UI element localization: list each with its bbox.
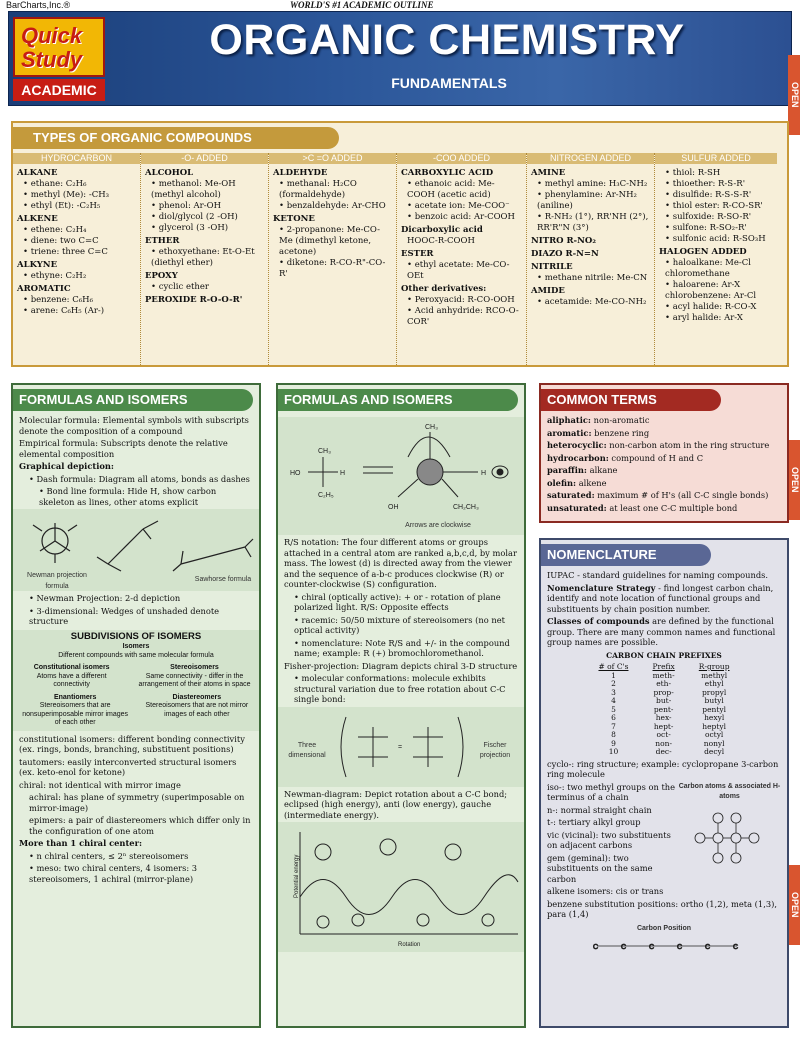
compound-example: • thioether: R-S-R': [665, 179, 746, 189]
svg-text:CH₃: CH₃: [318, 448, 331, 455]
svg-text:C₂H₅: C₂H₅: [318, 492, 334, 499]
svg-text:C: C: [733, 944, 739, 951]
table-header: Prefix: [652, 662, 675, 671]
molecular-formula-def: Molecular formula: Elemental symbols with subscripts denote the composition of a compound: [19, 415, 249, 436]
compound-example: • sulfonic acid: R-SO₃H: [665, 234, 766, 244]
term-item: hydrocarbon: compound of H and C: [547, 452, 704, 463]
rs-notation-figure: HO H CH₃ C₂H₅ CH₃ OH CH₂CH₃ H Arrows are clockwise: [278, 417, 524, 535]
compound-class: DIAZO R-N=N: [531, 249, 599, 259]
compound-example: • triene: three C=C: [23, 247, 108, 257]
table-header: R-group: [698, 662, 730, 671]
compound-example: • methanol: Me-OH (methyl alcohol): [151, 179, 236, 200]
compound-example: • ethyne: C₂H₂: [23, 271, 87, 281]
compound-example: • sulfoxide: R-SO-R': [665, 212, 752, 222]
type-column-header: >C =O ADDED: [269, 153, 396, 164]
types-title: TYPES OF ORGANIC COMPOUNDS: [13, 127, 339, 149]
compound-class: Other derivatives:: [401, 284, 487, 294]
compound-class: ALKYNE: [17, 260, 58, 270]
top-line: [0, 0, 800, 11]
empirical-formula-def: Empirical formula: Subscripts denote the relative elemental composition: [19, 438, 228, 459]
compound-example: • ethyl acetate: Me-CO-OEt: [407, 260, 510, 281]
compound-example: • ethanoic acid: Me-COOH (acetic acid): [407, 179, 495, 200]
compound-example: • methane nitrile: Me-CN: [537, 273, 648, 283]
svg-text:C: C: [621, 944, 627, 951]
svg-text:Rotation: Rotation: [398, 942, 421, 948]
type-column: [13, 153, 141, 365]
page-subtitle: FUNDAMENTALS: [391, 75, 507, 91]
type-column: [527, 153, 655, 365]
compound-example: HOOC-R-COOH: [407, 236, 475, 246]
carbon-atoms-figure: Carbon atoms & associated H-atoms: [678, 782, 781, 899]
compound-class: PEROXIDE R-O-O-R': [145, 295, 243, 305]
compound-class: NITRILE: [531, 262, 573, 272]
compound-class: EPOXY: [145, 271, 178, 281]
compound-example: • methyl amine: H₃C-NH₂: [537, 179, 648, 189]
tagline: WORLD'S #1 ACADEMIC OUTLINE: [290, 0, 434, 10]
nomenclature-title: NOMENCLATURE: [541, 544, 711, 566]
energy-diagram: [278, 822, 524, 952]
svg-text:C: C: [593, 944, 599, 951]
compound-example: • acetamide: Me-CO-NH₂: [537, 297, 647, 307]
compound-example: • methyl (Me): -CH₃: [23, 190, 110, 200]
compound-class: ALKENE: [17, 214, 58, 224]
type-column-header: NITROGEN ADDED: [527, 153, 654, 164]
compound-class: ALKANE: [17, 168, 58, 178]
open-tab: OPEN: [788, 55, 800, 135]
table-row: 4 but- butyl: [611, 696, 724, 705]
formulas-panel-middle: FORMULAS AND ISOMERS HO H CH₃ C₂H₅ CH₃ OH CH₂CH₃ H Arrows are clockwise R/S notation: The four different atoms or groups attached in a central atom are ranked a,b,c,d, by molar mass. The lowest (d) is directed away from the viewer and the sequence of a-b-c produces clockwise (R) or counter-clockwise (S) configuration. • chiral (optically active): + or - rotation of plane polarized light. R/S: Opposite effects • racemic: 50/50 mixture of stereoisomers (no net optical activity) • nomenclature: Note R/S and +/- in the compound name; example: R (+) bromochloromethanol. Fisher-projection: Diagram depicts chiral 3-D structure • molecular conformations: molecule exhibits structural variation due to free rotation about C-C single bond: = Three dimensional Fischer projection Newman-diagram: Depict rotation about a C-C bond; eclipsed (high energy), anti (low energy), gauche (intermediate energy). Potential energy Rotation: [276, 383, 526, 1028]
svg-text:CH₂CH₃: CH₂CH₃: [453, 504, 479, 511]
compound-example: • ethane: C₂H₆: [23, 179, 87, 189]
svg-text:C: C: [677, 944, 683, 951]
type-column-header: -COO ADDED: [397, 153, 526, 164]
table-row: 10 dec- decyl: [608, 747, 725, 756]
compound-class: ALDEHYDE: [273, 168, 328, 178]
header-banner: [8, 11, 792, 106]
compound-class: AROMATIC: [17, 284, 71, 294]
svg-text:=: =: [398, 743, 403, 751]
type-column-header: -O- ADDED: [141, 153, 268, 164]
compound-class: AMIDE: [531, 286, 565, 296]
compound-example: • haloalkane: Me-Cl chloromethane: [665, 258, 751, 279]
svg-text:OH: OH: [388, 504, 399, 511]
svg-text:CH₃: CH₃: [425, 424, 438, 431]
compound-example: • sulfone: R-SO₂-R': [665, 223, 747, 233]
compound-example: • acetate ion: Me-COO⁻: [407, 201, 510, 211]
fischer-figure: = Three dimensional Fischer projection: [278, 707, 524, 787]
compound-example: • haloarene: Ar-X chlorobenzene: Ar-Cl: [665, 280, 757, 301]
type-column-header: HYDROCARBON: [13, 153, 140, 164]
compound-example: • diol/glycol (2 -OH): [151, 212, 238, 222]
compound-example: • acyl halide: R-CO-X: [665, 302, 757, 312]
compound-class: NITRO R-NO₂: [531, 236, 596, 246]
compound-example: • phenol: Ar-OH: [151, 201, 221, 211]
compound-class: CARBOXYLIC ACID: [401, 168, 494, 178]
common-terms-panel: [539, 383, 789, 523]
compound-example: • benzoic acid: Ar-COOH: [407, 212, 515, 222]
types-panel: [11, 121, 789, 367]
table-row: 8 oct- octyl: [611, 730, 724, 739]
compound-example: • cyclic ether: [151, 282, 209, 292]
common-terms-title: COMMON TERMS: [541, 389, 721, 411]
compound-class: AMINE: [531, 168, 566, 178]
compound-example: • ethene: C₂H₄: [23, 225, 87, 235]
svg-text:C: C: [705, 944, 711, 951]
svg-text:HO: HO: [290, 470, 301, 477]
newman-sawhorse-figure: Newman projection formula Sawhorse formula: [13, 509, 259, 591]
compound-example: • diene: two C=C: [23, 236, 99, 246]
table-header: # of C's: [598, 662, 629, 671]
compound-example: • benzaldehyde: Ar-CHO: [279, 201, 386, 211]
compound-example: • methanal: H₂CO (formaldehyde): [279, 179, 357, 200]
compound-example: • glycerol (3 -OH): [151, 223, 229, 233]
table-row: 9 non- nonyl: [611, 738, 725, 748]
term-item: aliphatic: non-aromatic: [547, 415, 650, 425]
type-column: [269, 153, 397, 365]
compound-example: • disulfide: R-S-S-R': [665, 190, 752, 200]
compound-example: • phenylamine: Ar-NH₂ (aniline): [537, 190, 637, 211]
compound-example: • arene: C₆H₅ (Ar-): [23, 306, 105, 316]
term-item: paraffin: alkane: [547, 465, 618, 475]
carbon-chain-prefix-table: [586, 663, 741, 757]
table-row: 2 eth- ethyl: [611, 679, 724, 688]
table-row: 1 meth- methyl: [611, 670, 728, 680]
type-column: [397, 153, 527, 365]
page-title: ORGANIC CHEMISTRY: [209, 16, 685, 64]
svg-text:C: C: [649, 944, 655, 951]
isomer-subdivisions: SUBDIVISIONS OF ISOMERS Isomers Different compounds with same molecular formula Constitutional isomers Atoms have a different connectivity Stereoisomers Same connectivity - differ in the arrangement of their atoms in space Enantiomers Stereoisomers that are nonsuperimposable mirror images of each other Diastereomers Stereoisomers that are not mirror images of each other: [13, 630, 259, 731]
compound-example: • diketone: R-CO-R"-CO-R': [279, 258, 386, 279]
compound-class: ESTER: [401, 249, 434, 259]
compound-example: • 2-propanone: Me-CO-Me (dimethyl ketone, acetone): [279, 225, 381, 257]
compound-example: • Acid anhydride: RCO-O-COR': [407, 306, 519, 327]
table-row: 5 pent- pentyl: [611, 704, 727, 714]
open-tab: OPEN: [788, 865, 800, 945]
compound-class: HALOGEN ADDED: [659, 247, 747, 257]
type-column-header: SULFUR ADDED: [655, 153, 777, 164]
compound-example: • aryl halide: Ar-X: [665, 313, 743, 323]
open-tab: OPEN: [788, 440, 800, 520]
table-row: 6 hex- hexyl: [611, 713, 725, 722]
compound-example: • benzene: C₆H₆: [23, 295, 93, 305]
term-item: unsaturated: at least one C-C multiple bond: [547, 502, 738, 513]
svg-text:Potential energy: Potential energy: [294, 854, 300, 898]
compound-example: • R-NH₂ (1°), RR'NH (2°), RR'R"N (3°): [537, 212, 649, 233]
term-item: heterocyclic: non-carbon atom in the ring structure: [547, 440, 770, 450]
term-item: aromatic: benzene ring: [547, 427, 650, 438]
nomenclature-panel: NOMENCLATURE IUPAC - standard guidelines for naming compounds. Nomenclature Strategy - find longest carbon chain, identify and note location of functional groups and substituents by chain position number. Classes of compounds are defined by the functional group. There are many common names and functional group names are possible. CARBON CHAIN PREFIXES # of C's Prefix R-group 1 meth- methyl 2 eth- ethyl 3 prop- propyl 4 but- butyl 5 pent- pentyl 6 hex- hexyl 7 hept- heptyl 8 oct- octyl 9 non- nonyl 10 dec- decyl cyclo-: ring structure; example: cyclopropane 3-carbon ring molecule iso-: two methyl groups on the terminus of a chain n-: normal straight chain t-: tertiary alkyl group vic (vicinal): two substituents on adjacent carbons gem (geminal): two substituents on the same carbon alkene isomers: cis or trans Carbon atoms & associated H-atoms benzene substitution positions: ortho (1,2), meta (1,3), para (1,4) Carbon Position C C C C C C: [539, 538, 789, 1028]
formulas-title: FORMULAS AND ISOMERS: [278, 389, 518, 411]
table-row: 7 hept- heptyl: [611, 721, 727, 731]
compound-example: • thiol: R-SH: [665, 168, 721, 178]
compound-class: ALCOHOL: [145, 168, 194, 178]
table-row: 3 prop- propyl: [611, 687, 727, 697]
compound-class: ETHER: [145, 236, 180, 246]
publisher-brand: BarCharts,Inc.®: [6, 0, 71, 10]
compound-class: Dicarboxylic acid: [401, 225, 483, 235]
quickstudy-logo: Quick Study ACADEMIC: [13, 17, 105, 101]
compound-example: • ethoxyethane: Et-O-Et (diethyl ether): [151, 247, 255, 268]
compound-example: • thiol ester: R-CO-SR': [665, 201, 763, 211]
svg-text:H: H: [340, 470, 346, 477]
type-column: [141, 153, 269, 365]
compound-class: KETONE: [273, 214, 315, 224]
type-column: [655, 153, 777, 365]
formulas-panel-left: FORMULAS AND ISOMERS Molecular formula: Elemental symbols with subscripts denote the composition of a compound Empirical formula: Subscripts denote the relative elemental composition Graphical depiction: • Dash formula: Diagram all atoms, bonds as dashes • Bond line formula: Hide H, show carbon skeleton as lines, other atoms explicit Newman projection formula Sawhorse formula • Newman Projection: 2-d depiction • 3-dimensional: Wedges of unshaded denote structure SUBDIVISIONS OF ISOMERS Isomers Different compounds with same molecular formula Constitutional isomers Atoms have a different connectivity Stereoisomers Same connectivity - differ in the arrangement of their atoms in space Enantiomers Stereoisomers that are nonsuperimposable mirror images of each other Diastereomers Stereoisomers that are not mirror images of each other constitutional isomers: different bonding connectivity (ex. rings, bonds, branching, substituent positions) tautomers: easily interconverted structural isomers (ex. keto-enol for ketone) chiral: not identical with mirror image achiral: has plane of symmetry (superimposable on mirror-image) epimers: a pair of diastereomers which differ only in the configuration of one atom More than 1 chiral center: • n chiral centers, ≤ 2ⁿ stereoisomers • meso: two chiral centers, 4 isomers: 3 stereoisomers, 1 achiral (mirror-plane): [11, 383, 261, 1028]
term-item: saturated: maximum # of H's (all C-C single bonds): [547, 490, 769, 500]
svg-text:H: H: [481, 470, 487, 477]
compound-example: • ethyl (Et): -C₂H₅: [23, 201, 101, 211]
compound-example: • Peroxyacid: R-CO-OOH: [407, 295, 515, 305]
formulas-title: FORMULAS AND ISOMERS: [13, 389, 253, 411]
term-item: olefin: alkene: [547, 477, 607, 488]
